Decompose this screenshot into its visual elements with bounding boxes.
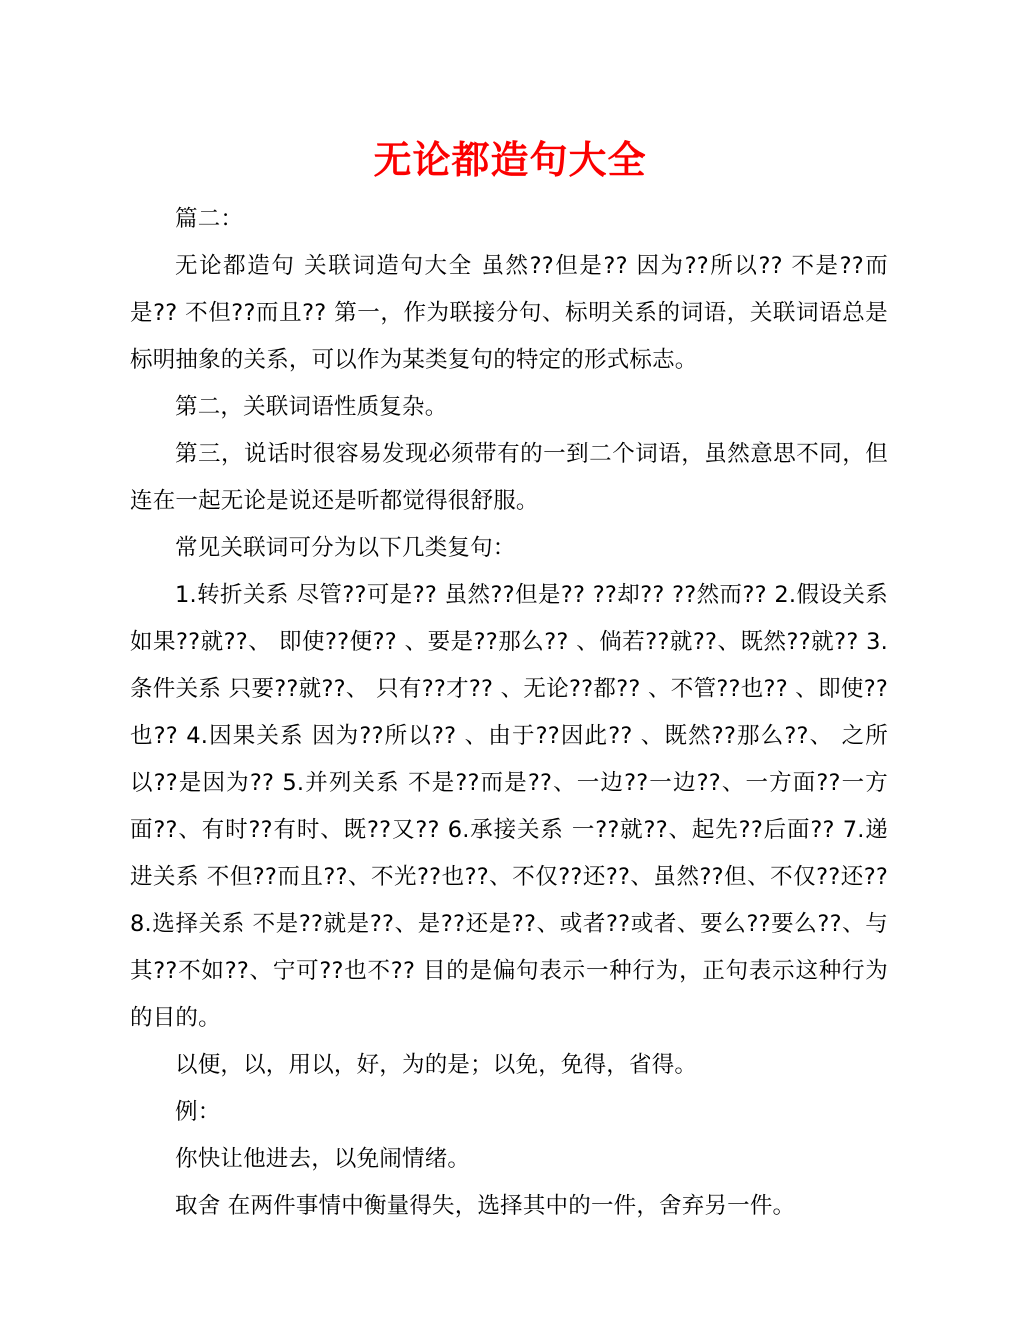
paragraph-example-label: 例： xyxy=(175,1099,221,1125)
page-title: 无论都造句大全 xyxy=(373,138,647,183)
paragraph-example-one: 你快让他进去，以免闹情绪。 xyxy=(175,1146,471,1172)
paragraph-categories-lead: 常见关联词可分为以下几类复句： xyxy=(175,535,516,561)
paragraph-categories-list: 1.转折关系 尽管??可是?? 虽然??但是?? ??却?? ??然而?? 2.假设关系 如果??就??、 即使??便?? 、要是??那么?? 、倘若??就??、既然??就?? 3.条件关系 只要??就??、 只有??才?? 、无论??都?? 、不管??也?? 、即使??也?? 4.因果关系 因为??所以?? 、由于??因此?? 、既然??那么??、 之所以??是因为?? 5.并列关系 不是??而是??、一边??一边??、一方面??一方面??、有时??有时、既??又?? 6.承接关系 一??就??、起先??后面?? 7.递进关系 不但??而且??、不光??也??、不仅??还??、虽然??但、不仅??还?? 8.选择关系 不是??就是??、是??还是??、或者??或者、要么??要么??、与其??不如??、宁可??也不?? 目的是偏句表示一种行为，正句表示这种行为的目的。 xyxy=(130,582,888,1031)
paragraph-point-two: 第二，关联词语性质复杂。 xyxy=(175,394,448,420)
paragraph-intro: 无论都造句 关联词造句大全 虽然??但是?? 因为??所以?? 不是??而是?? 不但??而且?? 第一，作为联接分句、标明关系的词语，关联词语总是标明抽象的关系，可以作为某类复句的特定的形式标志。 xyxy=(130,253,888,373)
paragraph-point-three: 第三，说话时很容易发现必须带有的一到二个词语，虽然意思不同，但连在一起无论是说还是听都觉得很舒服。 xyxy=(130,441,888,514)
paragraph-section-label: 篇二： xyxy=(175,206,244,232)
document-body xyxy=(130,196,888,1230)
paragraph-example-two: 取舍 在两件事情中衡量得失，选择其中的一件，舍弃另一件。 xyxy=(175,1193,796,1219)
paragraph-purpose-words: 以便，以，用以，好，为的是；以免，免得，省得。 xyxy=(175,1052,698,1078)
